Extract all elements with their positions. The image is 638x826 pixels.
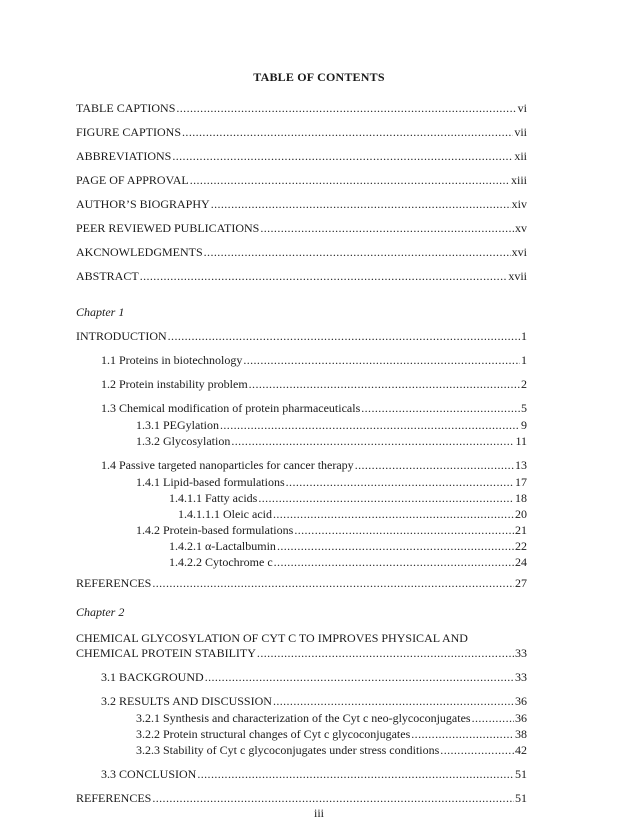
leader-dots: [211, 197, 511, 212]
leader-dots: [355, 458, 514, 473]
toc-entry-page: 51: [515, 767, 527, 781]
toc-entry-label: CHEMICAL PROTEIN STABILITY: [76, 646, 256, 660]
page-title: TABLE OF CONTENTS: [253, 70, 385, 84]
toc-entry-3-1[interactable]: [101, 670, 527, 685]
toc-entry-page: 33: [515, 670, 527, 684]
toc-entry-page: 51: [515, 791, 527, 805]
toc-entry-3-2-1[interactable]: [136, 711, 527, 726]
toc-entry-page: 36: [515, 694, 527, 708]
toc-entry-page: 2: [521, 377, 527, 391]
toc-entry-1-1[interactable]: [101, 353, 527, 368]
toc-entry-page: 1: [521, 353, 527, 367]
toc-entry-1-4-2-2[interactable]: [169, 555, 527, 570]
toc-entry-1-3-2[interactable]: [136, 434, 527, 449]
leader-dots: [182, 125, 513, 140]
toc-entry-chapter-2-references[interactable]: [76, 791, 527, 806]
toc-entry-page: 27: [515, 576, 527, 590]
leader-dots: [152, 576, 514, 591]
toc-entry-page: 33: [515, 646, 527, 660]
toc-entry-chapter-1-references[interactable]: [76, 576, 527, 591]
leader-dots: [440, 743, 514, 758]
toc-entry-label: 1.3.2 Glycosylation: [136, 434, 231, 448]
leader-dots: [176, 101, 516, 116]
leader-dots: [277, 539, 514, 554]
leader-dots: [190, 173, 510, 188]
leader-dots: [197, 767, 514, 782]
toc-entry-1-4[interactable]: [101, 458, 527, 473]
toc-entry-introduction[interactable]: [76, 329, 527, 344]
toc-entry-label: REFERENCES: [76, 791, 152, 805]
toc-entry-page: 42: [515, 743, 527, 757]
toc-entry-1-3-1[interactable]: [136, 418, 527, 433]
toc-entry-page: 21: [515, 523, 527, 537]
toc-entry-label: 3.2.2 Protein structural changes of Cyt c glycoconjugates: [136, 727, 411, 741]
toc-entry-chapter-2-title[interactable]: [76, 646, 527, 661]
toc-entry-label: 1.2 Protein instability problem: [101, 377, 248, 391]
toc-entry-abstract[interactable]: [76, 269, 527, 284]
toc-entry-label: AKCNOWLEDGMENTS: [76, 245, 203, 259]
toc-entry-1-4-2-1[interactable]: [169, 539, 527, 554]
toc-entry-label: PEER REVIEWED PUBLICATIONS: [76, 221, 260, 235]
toc-entry-page: vi: [517, 101, 527, 115]
toc-entry-label: 1.4.2.1 α-Lactalbumin: [169, 539, 276, 553]
toc-entry-page: xiii: [510, 173, 527, 187]
toc-entry-page: 20: [515, 507, 527, 521]
toc-entry-1-4-1-1-1[interactable]: [178, 507, 527, 522]
leader-dots: [294, 523, 514, 538]
toc-entry-label: 1.1 Proteins in biotechnology: [101, 353, 243, 367]
toc-entry-3-3[interactable]: [101, 767, 527, 782]
toc-entry-label: 1.4.1.1 Fatty acids: [169, 491, 258, 505]
leader-dots: [243, 353, 520, 368]
toc-entry-page: vii: [514, 125, 527, 139]
leader-dots: [258, 491, 514, 506]
toc-entry-page: xiv: [511, 197, 527, 211]
toc-entry-3-2[interactable]: [101, 694, 527, 709]
toc-entry-label: 1.4.2 Protein-based formulations: [136, 523, 294, 537]
toc-entry-page: 13: [515, 458, 527, 472]
chapter-2-title-line: CHEMICAL GLYCOSYLATION OF CYT C TO IMPROVES PHYSICAL AND: [76, 631, 468, 645]
leader-dots: [472, 711, 514, 726]
leader-dots: [168, 329, 520, 344]
toc-entry-page: 36: [515, 711, 527, 725]
leader-dots: [204, 245, 511, 260]
toc-entry-page: 18: [515, 491, 527, 505]
toc-entry-label: 1.4.2.2 Cytochrome c: [169, 555, 273, 569]
toc-entry-label: ABSTRACT: [76, 269, 139, 283]
leader-dots: [205, 670, 514, 685]
toc-entry-label: ABBREVIATIONS: [76, 149, 172, 163]
toc-entry-page: 11: [515, 434, 527, 448]
toc-entry-page: xvii: [508, 269, 527, 283]
toc-entry-label: 3.3 CONCLUSION: [101, 767, 197, 781]
toc-entry-label: 3.1 BACKGROUND: [101, 670, 204, 684]
leader-dots: [274, 555, 514, 570]
toc-entry-authors-biography[interactable]: [76, 197, 527, 212]
leader-dots: [220, 418, 520, 433]
toc-entry-1-4-2[interactable]: [136, 523, 527, 538]
toc-entry-label: FIGURE CAPTIONS: [76, 125, 182, 139]
toc-entry-peer-reviewed-publications[interactable]: [76, 221, 527, 236]
toc-entry-label: REFERENCES: [76, 576, 152, 590]
toc-entry-page-of-approval[interactable]: [76, 173, 527, 188]
chapter-1-heading: Chapter 1: [76, 305, 125, 319]
toc-entry-label: AUTHOR’S BIOGRAPHY: [76, 197, 210, 211]
toc-entry-label: 1.3 Chemical modification of protein pharmaceuticals: [101, 401, 361, 415]
toc-entry-page: xvi: [511, 245, 527, 259]
leader-dots: [260, 221, 514, 236]
toc-entry-page: 9: [521, 418, 527, 432]
leader-dots: [140, 269, 508, 284]
leader-dots: [286, 475, 514, 490]
leader-dots: [257, 646, 514, 661]
toc-entry-1-4-1[interactable]: [136, 475, 527, 490]
toc-entry-label: 1.4.1.1.1 Oleic acid: [178, 507, 272, 521]
toc-entry-abbreviations[interactable]: [76, 149, 527, 164]
toc-entry-1-3[interactable]: [101, 401, 527, 416]
toc-entry-label: 3.2.3 Stability of Cyt c glycoconjugates under stress conditions: [136, 743, 440, 757]
toc-entry-label: 3.2.1 Synthesis and characterization of the Cyt c neo-glycoconjugates: [136, 711, 471, 725]
toc-entry-label: PAGE OF APPROVAL: [76, 173, 189, 187]
leader-dots: [273, 507, 514, 522]
toc-entry-3-2-3[interactable]: [136, 743, 527, 758]
toc-entry-page: 17: [515, 475, 527, 489]
leader-dots: [411, 727, 514, 742]
toc-entry-1-4-1-1[interactable]: [169, 491, 527, 506]
toc-entry-page: 5: [521, 401, 527, 415]
toc-entry-acknowledgments[interactable]: [76, 245, 527, 260]
leader-dots: [152, 791, 514, 806]
chapter-2-heading: Chapter 2: [76, 605, 125, 619]
leader-dots: [249, 377, 520, 392]
leader-dots: [231, 434, 514, 449]
toc-entry-page: 1: [521, 329, 527, 343]
toc-entry-label: TABLE CAPTIONS: [76, 101, 176, 115]
leader-dots: [273, 694, 514, 709]
toc-entry-label: 1.3.1 PEGylation: [136, 418, 219, 432]
toc-entry-page: 38: [515, 727, 527, 741]
toc-entry-1-2[interactable]: [101, 377, 527, 392]
toc-entry-page: 24: [515, 555, 527, 569]
toc-entry-label: INTRODUCTION: [76, 329, 167, 343]
toc-entry-label: 1.4.1 Lipid-based formulations: [136, 475, 285, 489]
toc-entry-label: 3.2 RESULTS AND DISCUSSION: [101, 694, 272, 708]
toc-entry-table-captions[interactable]: [76, 101, 527, 116]
toc-entry-3-2-2[interactable]: [136, 727, 527, 742]
toc-entry-page: xii: [514, 149, 527, 163]
toc-entry-page: 22: [515, 539, 527, 553]
toc-entry-page: xv: [515, 221, 527, 235]
page-number: iii: [313, 806, 324, 820]
toc-entry-figure-captions[interactable]: [76, 125, 527, 140]
leader-dots: [172, 149, 513, 164]
toc-entry-label: 1.4 Passive targeted nanoparticles for cancer therapy: [101, 458, 354, 472]
leader-dots: [361, 401, 520, 416]
